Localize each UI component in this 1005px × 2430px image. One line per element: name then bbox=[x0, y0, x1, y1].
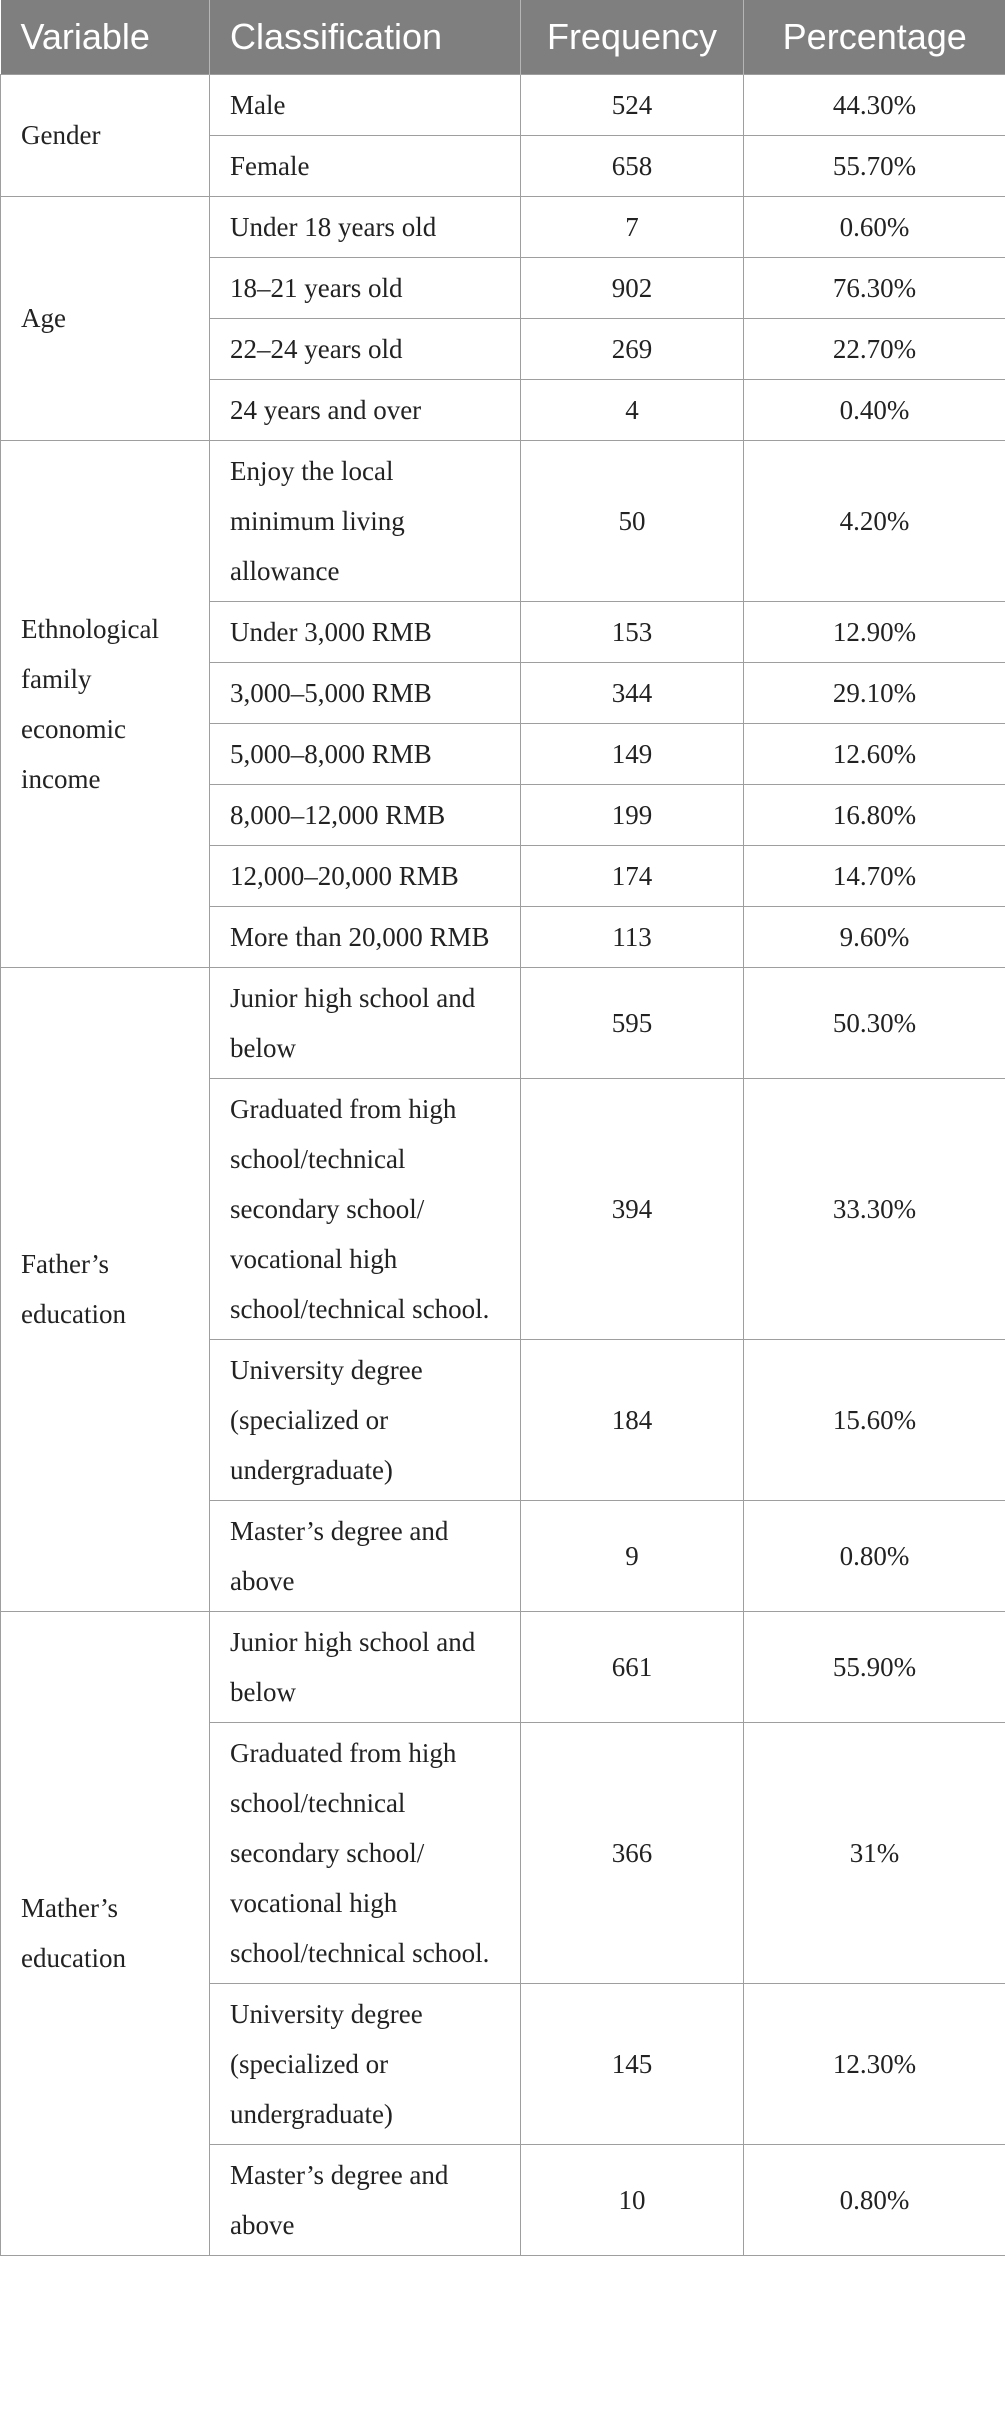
header-classification: Classification bbox=[210, 0, 521, 74]
frequency-cell: 366 bbox=[521, 1722, 744, 1983]
table-header bbox=[1, 0, 1005, 74]
frequency-cell: 661 bbox=[521, 1611, 744, 1722]
classification-cell: Female bbox=[210, 135, 521, 196]
classification-cell: 18–21 years old bbox=[210, 257, 521, 318]
header-frequency: Frequency bbox=[521, 0, 744, 74]
percentage-cell: 76.30% bbox=[744, 257, 1005, 318]
percentage-cell: 50.30% bbox=[744, 967, 1005, 1078]
classification-cell: Junior high school and below bbox=[210, 1611, 521, 1722]
frequency-cell: 7 bbox=[521, 196, 744, 257]
percentage-cell: 22.70% bbox=[744, 318, 1005, 379]
variable-cell: Mather’s education bbox=[1, 1611, 210, 2255]
header-percentage: Percentage bbox=[744, 0, 1005, 74]
percentage-cell: 44.30% bbox=[744, 74, 1005, 135]
frequency-cell: 524 bbox=[521, 74, 744, 135]
frequency-cell: 902 bbox=[521, 257, 744, 318]
frequency-cell: 595 bbox=[521, 967, 744, 1078]
percentage-cell: 33.30% bbox=[744, 1078, 1005, 1339]
header-variable: Variable bbox=[1, 0, 210, 74]
frequency-cell: 145 bbox=[521, 1983, 744, 2144]
percentage-cell: 55.90% bbox=[744, 1611, 1005, 1722]
percentage-cell: 16.80% bbox=[744, 784, 1005, 845]
classification-cell: More than 20,000 RMB bbox=[210, 906, 521, 967]
percentage-cell: 12.30% bbox=[744, 1983, 1005, 2144]
variable-cell: Gender bbox=[1, 74, 210, 196]
percentage-cell: 0.60% bbox=[744, 196, 1005, 257]
table-row bbox=[1, 967, 1005, 1078]
table-row bbox=[1, 74, 1005, 135]
percentage-cell: 4.20% bbox=[744, 440, 1005, 601]
classification-cell: Graduated from high school/technical secondary school/ vocational high school/technical school. bbox=[210, 1078, 521, 1339]
frequency-cell: 269 bbox=[521, 318, 744, 379]
percentage-cell: 31% bbox=[744, 1722, 1005, 1983]
frequency-cell: 153 bbox=[521, 601, 744, 662]
classification-cell: 22–24 years old bbox=[210, 318, 521, 379]
frequency-cell: 10 bbox=[521, 2144, 744, 2255]
classification-cell: 5,000–8,000 RMB bbox=[210, 723, 521, 784]
classification-cell: Under 18 years old bbox=[210, 196, 521, 257]
percentage-cell: 0.40% bbox=[744, 379, 1005, 440]
percentage-cell: 12.60% bbox=[744, 723, 1005, 784]
classification-cell: Male bbox=[210, 74, 521, 135]
frequency-cell: 149 bbox=[521, 723, 744, 784]
classification-cell: Junior high school and below bbox=[210, 967, 521, 1078]
frequency-cell: 113 bbox=[521, 906, 744, 967]
classification-cell: Master’s degree and above bbox=[210, 2144, 521, 2255]
header-row bbox=[1, 0, 1005, 74]
classification-cell: Enjoy the local minimum living allowance bbox=[210, 440, 521, 601]
classification-cell: Under 3,000 RMB bbox=[210, 601, 521, 662]
classification-cell: Master’s degree and above bbox=[210, 1500, 521, 1611]
classification-cell: University degree (specialized or undergraduate) bbox=[210, 1983, 521, 2144]
table-row bbox=[1, 440, 1005, 601]
percentage-cell: 15.60% bbox=[744, 1339, 1005, 1500]
classification-cell: University degree (specialized or undergraduate) bbox=[210, 1339, 521, 1500]
frequency-cell: 184 bbox=[521, 1339, 744, 1500]
table-row bbox=[1, 1611, 1005, 1722]
percentage-cell: 0.80% bbox=[744, 1500, 1005, 1611]
frequency-cell: 9 bbox=[521, 1500, 744, 1611]
classification-cell: 3,000–5,000 RMB bbox=[210, 662, 521, 723]
table-body bbox=[1, 74, 1005, 2255]
classification-cell: Graduated from high school/technical secondary school/ vocational high school/technical school. bbox=[210, 1722, 521, 1983]
table-row bbox=[1, 196, 1005, 257]
percentage-cell: 14.70% bbox=[744, 845, 1005, 906]
frequency-cell: 50 bbox=[521, 440, 744, 601]
frequency-cell: 199 bbox=[521, 784, 744, 845]
percentage-cell: 55.70% bbox=[744, 135, 1005, 196]
classification-cell: 12,000–20,000 RMB bbox=[210, 845, 521, 906]
frequency-cell: 394 bbox=[521, 1078, 744, 1339]
percentage-cell: 0.80% bbox=[744, 2144, 1005, 2255]
variable-cell: Age bbox=[1, 196, 210, 440]
classification-cell: 8,000–12,000 RMB bbox=[210, 784, 521, 845]
percentage-cell: 9.60% bbox=[744, 906, 1005, 967]
variable-cell: Ethnological family economic income bbox=[1, 440, 210, 967]
classification-cell: 24 years and over bbox=[210, 379, 521, 440]
percentage-cell: 29.10% bbox=[744, 662, 1005, 723]
variable-cell: Father’s education bbox=[1, 967, 210, 1611]
frequency-cell: 174 bbox=[521, 845, 744, 906]
percentage-cell: 12.90% bbox=[744, 601, 1005, 662]
frequency-cell: 344 bbox=[521, 662, 744, 723]
frequency-cell: 4 bbox=[521, 379, 744, 440]
frequency-cell: 658 bbox=[521, 135, 744, 196]
